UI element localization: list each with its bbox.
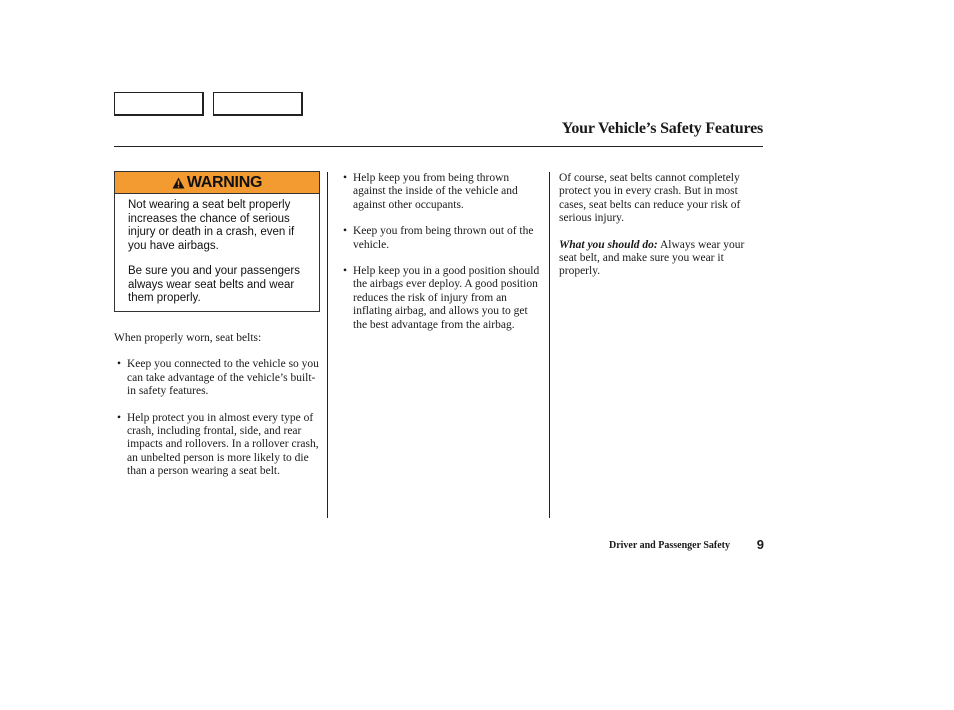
list-item [340,172,540,212]
bullet-dot: • [343,265,348,278]
intro-text: When properly worn, seat belts: [114,332,262,344]
nav-tab-1[interactable] [114,92,204,116]
nav-tab-2[interactable] [213,92,303,116]
warning-header [115,172,319,194]
list-item [114,412,319,479]
column-divider [327,172,328,518]
warning-label: WARNING [186,173,263,191]
advice-text: Always wear your seat belt, and make sure you wear it properly. [559,238,745,278]
list-item [114,358,319,398]
column-right [559,172,759,279]
column-middle [340,172,540,332]
list-item-text: Help keep you from being thrown against the inside of the vehicle and against other occupants. [353,172,518,211]
page-title: Your Vehicle’s Safety Features [561,120,763,137]
column-divider [549,172,550,518]
list-item-text: Keep you from being thrown out of the vehicle. [353,225,534,251]
body-paragraph: Of course, seat belts cannot completely protect you in every crash. But in most cases, seat belts can reduce your risk of serious injury. [559,172,741,225]
warning-paragraph: Be sure you and your passengers always wear seat belts and wear them properly. [128,265,300,304]
advice-label: What you should do: [559,238,658,251]
list-item-text: Help keep you in a good position should the airbags ever deploy. A good position reduces the risk of injury from an inflating airbag, and allows you to get the best advantage from the airbag. [353,265,540,331]
page-number: 9 [756,537,764,552]
bullet-dot: • [343,172,348,184]
list-item-text: Keep you connected to the vehicle so you can take advantage of the vehicle’s built-in safety features. [127,358,319,398]
title-divider [114,146,763,147]
bullet-dot: • [343,225,348,238]
list-item [340,225,540,252]
warning-box [114,171,320,312]
warning-paragraph: Not wearing a seat belt properly increases the chance of serious injury or death in a crash, even if you have airbags. [128,199,295,252]
bullet-dot: • [117,358,122,371]
warning-body [115,194,319,306]
advice-paragraph [559,239,759,279]
bullet-dot: • [117,411,122,424]
warning-triangle-icon [172,177,185,189]
list-item [340,265,540,332]
list-item-text: Help protect you in almost every type of crash, including frontal, side, and rear impacts and rollovers. In a rollover crash, an unbelted person is more likely to die than a person wearing a seat belt. [127,411,319,478]
footer-section-title: Driver and Passenger Safety [608,540,730,551]
column-left [114,332,319,479]
